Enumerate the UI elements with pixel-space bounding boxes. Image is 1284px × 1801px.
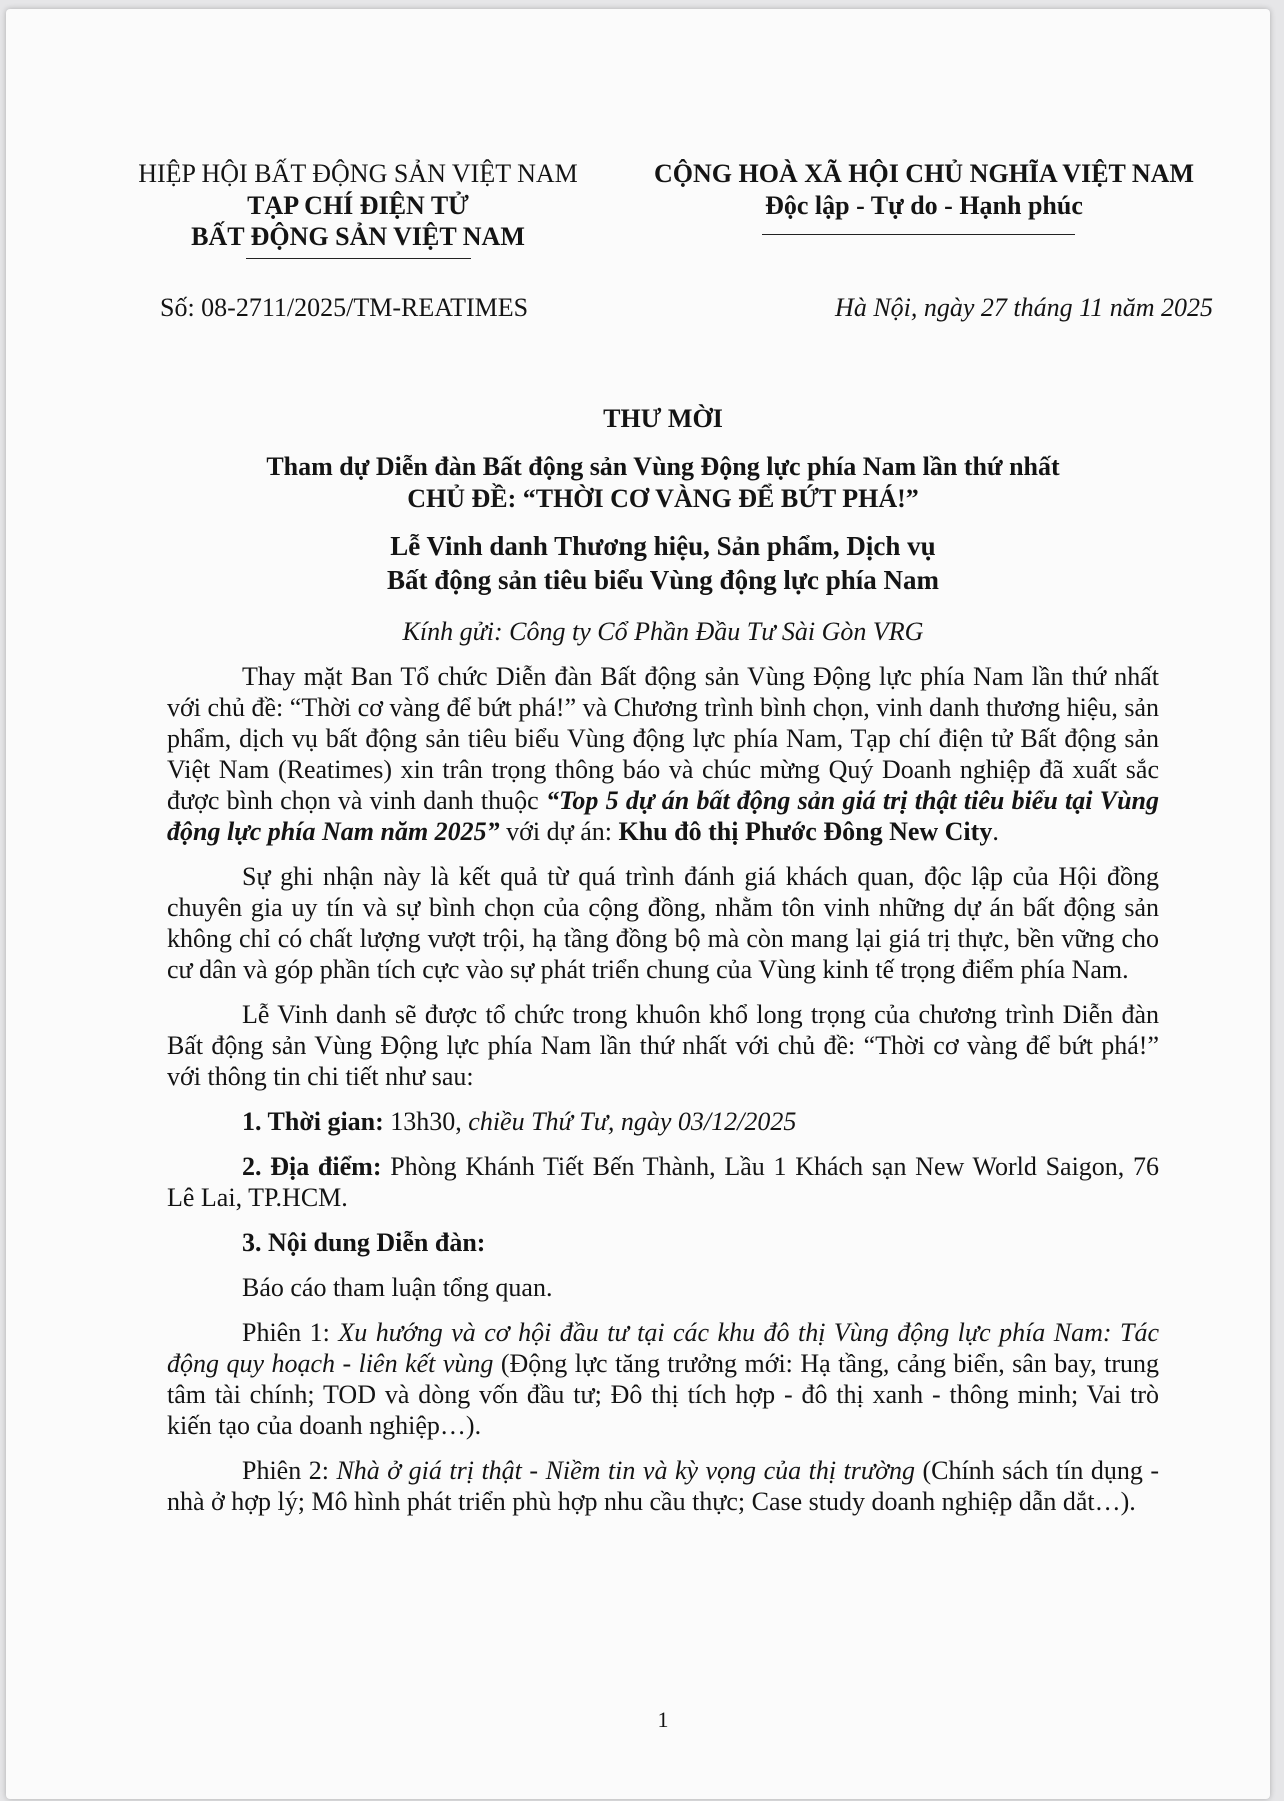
magazine-name-line1: TẠP CHÍ ĐIỆN TỬ [247, 191, 469, 220]
magazine-name-line2: BẤT ĐỘNG SẢN VIỆT NAM [191, 222, 525, 251]
association-name: HIỆP HỘI BẤT ĐỘNG SẢN VIỆT NAM [138, 159, 578, 188]
paragraph-recognition: Sự ghi nhận này là kết quả từ quá trình đánh giá khách quan, độc lập của Hội đồng chuyên gia uy tín và sự bình chọn của cộng đồng, nhằm tôn vinh những dự án bất động sản không chỉ có chất lượng vượt trội, hạ tầng đồng bộ mà còn mang lại giá trị thực, bền vững cho cư dân và góp phần tích cực vào sự phát triển chung của Vùng kinh tế trọng điểm phía Nam. [167, 862, 1159, 984]
ceremony-title-line2: Bất động sản tiêu biểu Vùng động lực phía Nam [386, 565, 940, 595]
award-category: “Top 5 dự án bất động sản giá trị thật tiêu biểu tại Vùng động lực phía Nam năm 2025” [167, 786, 1159, 846]
country-name: CỘNG HOÀ XÃ HỘI CHỦ NGHĨA VIỆT NAM [653, 159, 1195, 188]
forum-theme: CHỦ ĐỀ: “THỜI CƠ VÀNG ĐỂ BỨT PHÁ!” [407, 484, 919, 513]
document-page [6, 9, 1270, 1799]
place-date: Hà Nội, ngày 27 tháng 11 năm 2025 [835, 293, 1213, 322]
forum-title: Tham dự Diễn đàn Bất động sản Vùng Động lực phía Nam lần thứ nhất [266, 452, 1060, 481]
recipient-line: Kính gửi: Công ty Cổ Phần Đầu Tư Sài Gòn VRG [402, 617, 924, 646]
session-2: Phiên 2: Nhà ở giá trị thật - Niềm tin và kỳ vọng của thị trường (Chính sách tín dụng - nhà ở hợp lý; Mô hình phát triển phù hợp nhu cầu thực; Case study doanh nghiệp dẫn dắt…). [167, 1456, 1159, 1516]
document-number: Số: 08-2711/2025/TM-REATIMES [160, 293, 529, 322]
event-time: 1. Thời gian: 13h30, chiều Thứ Tư, ngày 03/12/2025 [242, 1107, 797, 1136]
ceremony-title-line1: Lễ Vinh danh Thương hiệu, Sản phẩm, Dịch vụ [390, 531, 936, 561]
overview-report: Báo cáo tham luận tổng quan. [242, 1273, 553, 1302]
project-name: Khu đô thị Phước Đông New City [618, 817, 993, 846]
document-title: THƯ MỜI [603, 404, 723, 433]
forum-content-heading: 3. Nội dung Diễn đàn: [242, 1228, 486, 1257]
paragraph-ceremony: Lễ Vinh danh sẽ được tổ chức trong khuôn khổ long trọng của chương trình Diễn đàn Bất động sản Vùng Động lực phía Nam lần thứ nhất với chủ đề: “Thời cơ vàng để bứt phá!” với thông tin chi tiết như sau: [167, 1000, 1159, 1091]
page-number: 1 [657, 1707, 669, 1732]
national-motto: Độc lập - Tự do - Hạnh phúc [765, 191, 1083, 220]
right-header-underline [762, 234, 1075, 235]
session-1: Phiên 1: Xu hướng và cơ hội đầu tư tại các khu đô thị Vùng động lực phía Nam: Tác động quy hoạch - liên kết vùng (Động lực tăng trưởng mới: Hạ tầng, cảng biển, sân bay, trung tâm tài chính; TOD và dòng vốn đầu tư; Đô thị tích hợp - đô thị xanh - thông minh; Vai trò kiến tạo của doanh nghiệp…). [167, 1318, 1159, 1440]
letter-body [167, 661, 1159, 1531]
event-location: 2. Địa điểm: Phòng Khánh Tiết Bến Thành, Lầu 1 Khách sạn New World Saigon, 76 Lê Lai, TP.HCM. [167, 1152, 1160, 1212]
left-header-underline [246, 258, 471, 259]
paragraph-announcement: Thay mặt Ban Tổ chức Diễn đàn Bất động sản Vùng Động lực phía Nam lần thứ nhất với chủ đề: “Thời cơ vàng để bứt phá!” và Chương trình bình chọn, vinh danh thương hiệu, sản phẩm, dịch vụ bất động sản tiêu biểu Vùng động lực phía Nam, Tạp chí điện tử Bất động sản Việt Nam (Reatimes) xin trân trọng thông báo và chúc mừng Quý Doanh nghiệp đã xuất sắc được bình chọn và vinh danh thuộc “Top 5 dự án bất động sản giá trị thật tiêu biểu tại Vùng động lực phía Nam năm 2025” với dự án: Khu đô thị Phước Đông New City. [167, 662, 1159, 846]
